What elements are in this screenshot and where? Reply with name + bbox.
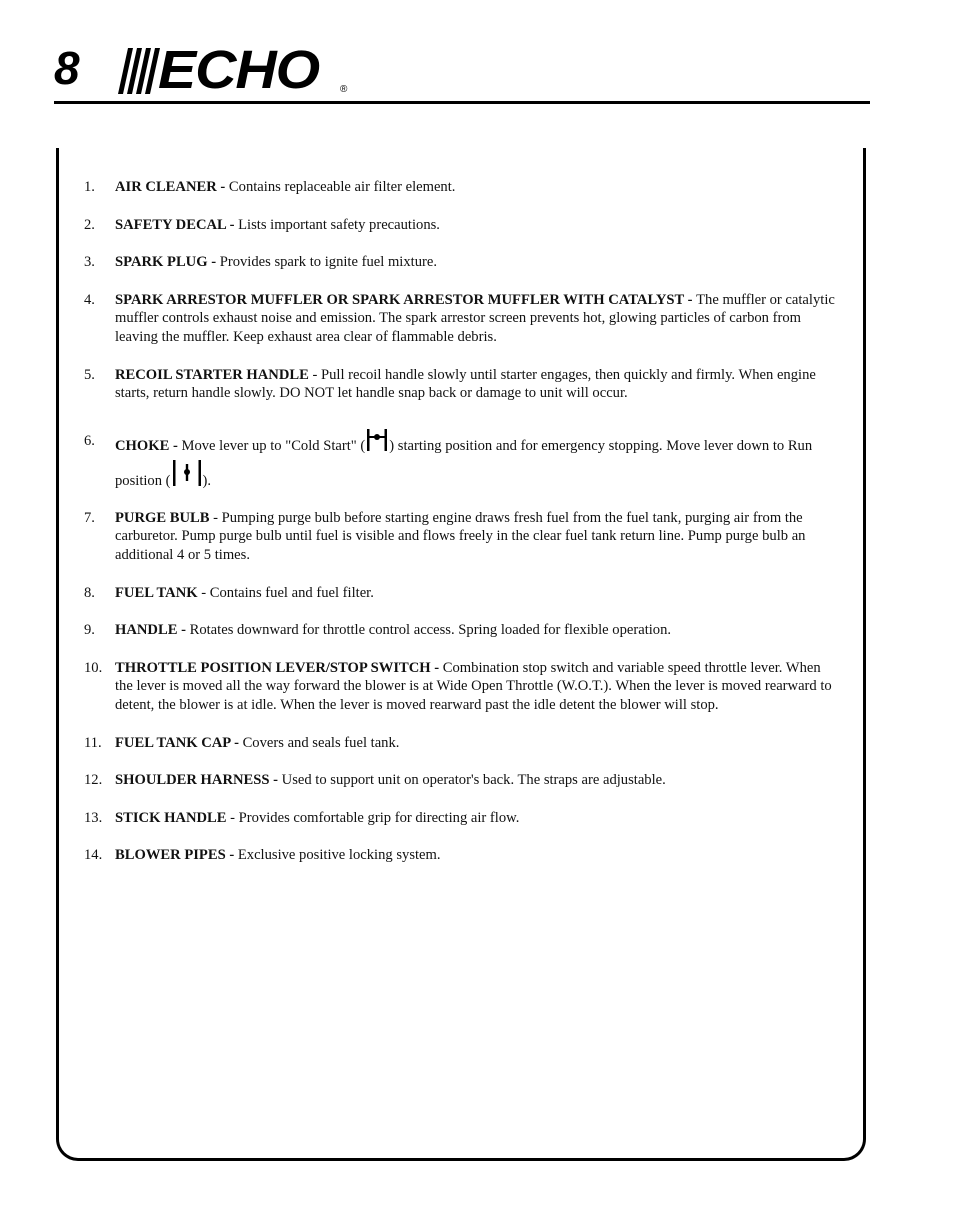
list-item — [84, 659, 836, 715]
item-title: BLOWER PIPES - — [115, 847, 238, 864]
item-title: AIR CLEANER - — [115, 179, 229, 195]
item-title: FUEL TANK CAP - — [115, 734, 243, 751]
item-number: 14. — [84, 847, 103, 864]
item-description: ) starting position and for emergency stopping. Move lever down to Run position ( — [115, 437, 813, 489]
item-title: SAFETY DECAL - — [115, 216, 239, 233]
item-number: 10. — [84, 659, 103, 676]
registered-mark: ® — [340, 84, 348, 95]
page-number: 8 — [54, 42, 80, 94]
brand-wordmark: ECHO — [158, 40, 320, 100]
list-item — [84, 584, 836, 603]
item-title: PURGE BULB — [115, 509, 210, 526]
item-description: Lists important safety precautions. — [238, 216, 440, 233]
item-number: 11. — [84, 734, 102, 751]
run-position-icon — [172, 460, 202, 488]
item-description: - Provides comfortable grip for directing air flow. — [226, 809, 520, 826]
item-description: Exclusive positive locking system. — [237, 847, 441, 864]
item-description: Combination stop switch and variable speed throttle lever. When the lever is moved all the way forward the blower is at Wide Open Throttle (W.O.T.). When the lever is moved rearward to detent, the blower is at idle. When the lever is moved rearward past the idle detent the blower will stop. — [115, 659, 832, 713]
list-item — [84, 734, 836, 753]
item-title: SPARK ARRESTOR MUFFLER OR SPARK ARRESTOR MUFFLER WITH CATALYST - — [115, 291, 697, 308]
list-item — [84, 178, 836, 197]
item-description: - Pull recoil handle slowly until starter engages, then quickly and firmly. When engine starts, return handle slowly. DO NOT let handle snap back or damage to unit will occur. — [115, 366, 816, 402]
item-number: 1. — [84, 179, 95, 195]
item-number: 12. — [84, 772, 103, 789]
item-description: - Pumping purge bulb before starting engine draws fresh fuel from the fuel tank, purging air from the carburetor. Pump purge bulb until fuel is visible and flows freely in the clear fuel tank return line. Pump purge bulb an additional 4 or 5 times. — [115, 509, 806, 563]
cold-start-icon — [366, 427, 388, 453]
item-number: 4. — [84, 291, 95, 308]
item-number: 13. — [84, 809, 103, 826]
item-description: Contains replaceable air filter element. — [228, 179, 456, 195]
header-rule — [54, 101, 870, 104]
item-description: The muffler or catalytic muffler controls exhaust noise and emission. The spark arrestor screen prevents hot, glowing particles of carbon from leaving the muffler. Keep exhaust area clear of flammable debris. — [115, 291, 835, 345]
item-number: 6. — [84, 432, 95, 449]
item-title: SPARK PLUG - — [115, 254, 220, 271]
item-title: STICK HANDLE — [115, 809, 227, 826]
item-number: 9. — [84, 622, 95, 639]
item-number: 2. — [84, 216, 95, 233]
item-title: SHOULDER HARNESS - — [115, 772, 282, 789]
list-item — [84, 253, 836, 272]
item-description: - Contains fuel and fuel filter. — [197, 584, 374, 601]
item-title: CHOKE - — [115, 437, 182, 454]
list-item — [84, 366, 836, 403]
item-title: RECOIL STARTER HANDLE — [115, 366, 309, 383]
item-number: 5. — [84, 366, 95, 383]
item-title: HANDLE - — [115, 622, 190, 639]
parts-description-list — [84, 178, 836, 865]
list-item — [84, 427, 836, 495]
list-item — [84, 809, 836, 828]
list-item — [84, 509, 836, 565]
list-item — [84, 216, 836, 235]
list-item — [84, 621, 836, 640]
item-number: 7. — [84, 509, 95, 526]
item-description: Provides spark to ignite fuel mixture. — [219, 254, 437, 271]
item-number: 3. — [84, 254, 95, 271]
list-item — [84, 846, 836, 865]
item-title: FUEL TANK — [115, 584, 198, 601]
item-description: Rotates downward for throttle control access. Spring loaded for flexible operation. — [189, 622, 672, 639]
item-description: Used to support unit on operator's back. The straps are adjustable. — [281, 772, 666, 789]
item-number: 8. — [84, 584, 95, 601]
item-description: Covers and seals fuel tank. — [242, 734, 400, 751]
item-title: THROTTLE POSITION LEVER/STOP SWITCH - — [115, 659, 443, 676]
item-description: ). — [202, 472, 212, 489]
list-item — [84, 291, 836, 347]
item-description: Move lever up to "Cold Start" ( — [181, 437, 366, 454]
echo-logo — [118, 40, 354, 100]
list-item — [84, 771, 836, 790]
